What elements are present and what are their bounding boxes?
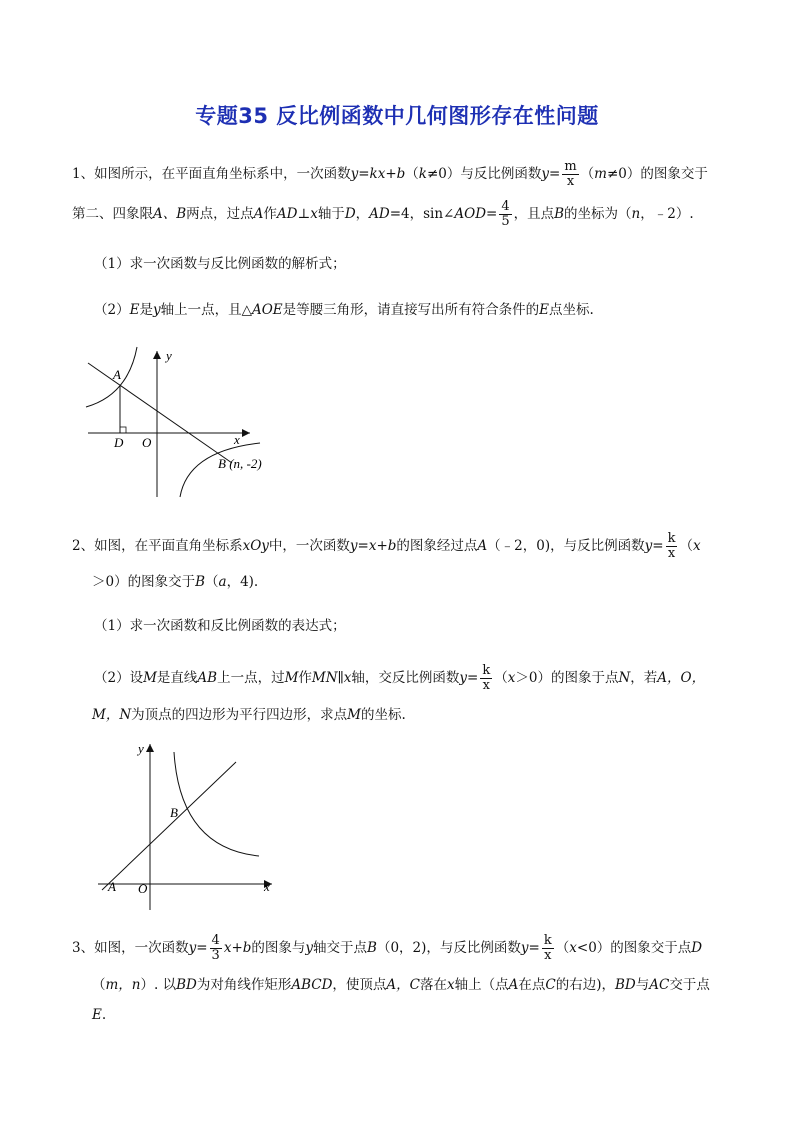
text: ≠0）的图象交于: [606, 166, 708, 182]
math-text: x: [447, 977, 455, 993]
text: （: [494, 670, 508, 686]
text: ＞0）的图象于点: [515, 670, 619, 686]
text: 上一点，过: [217, 670, 285, 686]
x-axis-arrow-icon: [242, 429, 250, 437]
fraction-denominator: x: [566, 174, 575, 189]
text: 2、如图，在平面直角坐标系: [72, 538, 243, 554]
math-text: x+b: [223, 940, 252, 956]
math-text: x: [569, 940, 577, 956]
text: 轴上（点: [454, 977, 509, 993]
problem-1-line-2: [72, 200, 694, 229]
text: （: [555, 940, 570, 956]
text: 落在: [420, 977, 448, 993]
label-o: O: [142, 435, 152, 450]
math-text: A: [477, 538, 488, 554]
math-text: N: [618, 670, 631, 686]
text: （﹣2，0)，与反比例函数: [487, 538, 645, 554]
label-x: x: [234, 432, 240, 447]
text: 在点: [518, 977, 546, 993]
text: =4，sin∠: [389, 206, 455, 222]
text: （: [679, 538, 693, 554]
figure-2-graph: [94, 738, 284, 913]
math-text: D: [344, 206, 356, 222]
text: ）. 以: [140, 977, 177, 993]
hyperbola-branch-2: [86, 347, 137, 407]
y-axis-arrow-icon: [146, 744, 154, 752]
text: 的坐标为（: [564, 206, 632, 222]
math-text: D: [691, 940, 703, 956]
text: =: [486, 206, 498, 222]
figure-1-graph: [80, 345, 280, 505]
math-text: y=: [459, 670, 479, 686]
fraction-numerator: 4: [211, 933, 220, 948]
math-text: m: [594, 166, 607, 182]
text: ，: [355, 206, 370, 222]
text: 是: [139, 302, 153, 318]
problem-2-line-2: [92, 572, 258, 592]
text: 的图象与: [251, 940, 306, 956]
math-text: k: [418, 166, 427, 182]
math-text: A: [253, 206, 264, 222]
text: （2）设: [94, 670, 144, 686]
text: ，若: [630, 670, 658, 686]
text: ＞0）的图象交于: [92, 574, 196, 590]
fraction: [210, 934, 222, 963]
text: 是等腰三角形，请直接写出所有符合条件的: [282, 302, 540, 318]
math-text: M，N: [92, 707, 132, 723]
fraction-numerator: k: [482, 663, 491, 678]
math-text: AC: [649, 977, 670, 993]
text: 为对角线作矩形: [196, 977, 292, 993]
fraction-numerator: m: [564, 159, 577, 174]
fraction: [562, 160, 578, 189]
fraction: [666, 532, 678, 561]
math-text: ABCD: [291, 977, 333, 993]
math-text: B: [554, 206, 565, 222]
line-ab: [102, 762, 236, 890]
page-title: 专题35 反比例函数中几何图形存在性问题: [195, 104, 599, 128]
problem-3-line-3: [92, 1005, 106, 1025]
math-text: xOy: [242, 538, 269, 554]
math-text: A: [508, 977, 519, 993]
problem-1-line-1: [72, 160, 708, 189]
text: 轴于: [317, 206, 345, 222]
text: 中，一次函数: [268, 538, 350, 554]
label-b: B: [170, 805, 178, 820]
text: ，且点: [513, 206, 555, 222]
problem-2-line-1: [72, 532, 701, 561]
math-text: n: [631, 206, 641, 222]
math-text: AOE: [251, 302, 283, 318]
text: <0）的图象交于点: [576, 940, 692, 956]
problem-2-question-1: （1）求一次函数和反比例函数的表达式；: [94, 618, 346, 634]
fraction: [542, 934, 554, 963]
math-text: A，O，: [657, 670, 706, 686]
math-text: AB: [197, 670, 218, 686]
text: 轴交于点: [313, 940, 368, 956]
text: ，使顶点: [332, 977, 387, 993]
text: （0，2)，与反比例函数: [376, 940, 521, 956]
label-b: B (n, -2): [218, 456, 262, 471]
text: 点坐标.: [549, 302, 594, 318]
label-y: y: [138, 741, 144, 756]
fraction-numerator: k: [667, 531, 676, 546]
math-text: AD⊥x: [276, 206, 318, 222]
label-a: A: [108, 879, 116, 894]
text: （: [580, 166, 595, 182]
problem-3-line-2: [92, 975, 710, 995]
text: ，4).: [226, 574, 259, 590]
label-x: x: [264, 879, 270, 894]
text: 两点，过点: [186, 206, 254, 222]
fraction-denominator: x: [482, 678, 490, 693]
text: 交于点: [669, 977, 710, 993]
math-text: y=: [644, 538, 664, 554]
math-text: AOD: [454, 206, 487, 222]
text: （: [92, 977, 106, 993]
math-text: BD: [615, 977, 636, 993]
y-axis-arrow-icon: [153, 351, 161, 359]
math-text: y=x+b: [349, 538, 397, 554]
text: 为顶点的四边形为平行四边形，求点: [131, 707, 348, 723]
problem-2-question-2: [94, 664, 705, 693]
text: （2）: [94, 302, 130, 318]
text: 的右边)，: [555, 977, 616, 993]
problem-1-question-2: [94, 300, 594, 320]
line-ab: [88, 363, 232, 463]
math-text: y: [152, 302, 161, 318]
math-text: B: [195, 574, 206, 590]
text: 第二、四象限: [72, 206, 153, 222]
label-d: D: [114, 435, 124, 450]
text: 轴上一点，且△: [160, 302, 252, 318]
problem-2-question-2-cont: [92, 705, 406, 725]
math-text: B: [367, 940, 377, 956]
math-text: y=: [188, 940, 208, 956]
fraction-denominator: 5: [501, 214, 510, 229]
problem-1-question-1: （1）求一次函数与反比例函数的解析式；: [94, 256, 346, 272]
text: .: [101, 1007, 107, 1023]
math-text: BD: [176, 977, 197, 993]
label-y: y: [166, 348, 172, 363]
math-text: y=kx+b: [350, 166, 406, 182]
label-o: O: [138, 881, 148, 896]
text: ≠0）与反比例函数: [426, 166, 542, 182]
text: ，﹣2）.: [640, 206, 694, 222]
fraction-numerator: 4: [501, 199, 510, 214]
math-text: AD: [369, 206, 390, 222]
math-text: C: [545, 977, 556, 993]
text: 是直线: [156, 670, 198, 686]
fraction-denominator: x: [667, 546, 676, 561]
math-text: m，n: [105, 977, 141, 993]
math-text: E: [92, 1007, 102, 1023]
math-text: x: [692, 538, 701, 554]
text: 与: [635, 977, 650, 993]
fraction-numerator: k: [543, 933, 552, 948]
fraction: [480, 664, 492, 693]
text: 轴，交反比例函数: [351, 670, 460, 686]
math-text: MN∥x: [311, 670, 352, 686]
text: 3、如图，一次函数: [72, 940, 189, 956]
fraction-denominator: x: [544, 948, 552, 963]
math-text: x: [507, 670, 516, 686]
math-text: a: [218, 574, 227, 590]
math-text: M: [347, 707, 361, 723]
math-text: y: [305, 940, 314, 956]
text: 作: [298, 670, 312, 686]
text: （: [405, 166, 419, 182]
fraction-denominator: 3: [211, 948, 220, 963]
problem-3-line-1: [72, 934, 702, 963]
text: （: [205, 574, 219, 590]
math-text: y=: [541, 166, 561, 182]
math-text: y=: [520, 940, 540, 956]
text: 1、如图所示，在平面直角坐标系中，一次函数: [72, 166, 351, 182]
math-text: M: [143, 670, 157, 686]
text: 的坐标.: [360, 707, 406, 723]
fraction: [499, 200, 511, 229]
math-text: E: [129, 302, 140, 318]
math-text: A，C: [386, 977, 421, 993]
label-a: A: [113, 367, 121, 382]
math-text: A、B: [153, 206, 187, 222]
text: 作: [263, 206, 277, 222]
hyperbola-branch-1: [174, 752, 259, 856]
text: 的图象经过点: [396, 538, 478, 554]
right-angle-mark: [120, 427, 126, 433]
math-text: E: [539, 302, 550, 318]
math-text: M: [284, 670, 299, 686]
